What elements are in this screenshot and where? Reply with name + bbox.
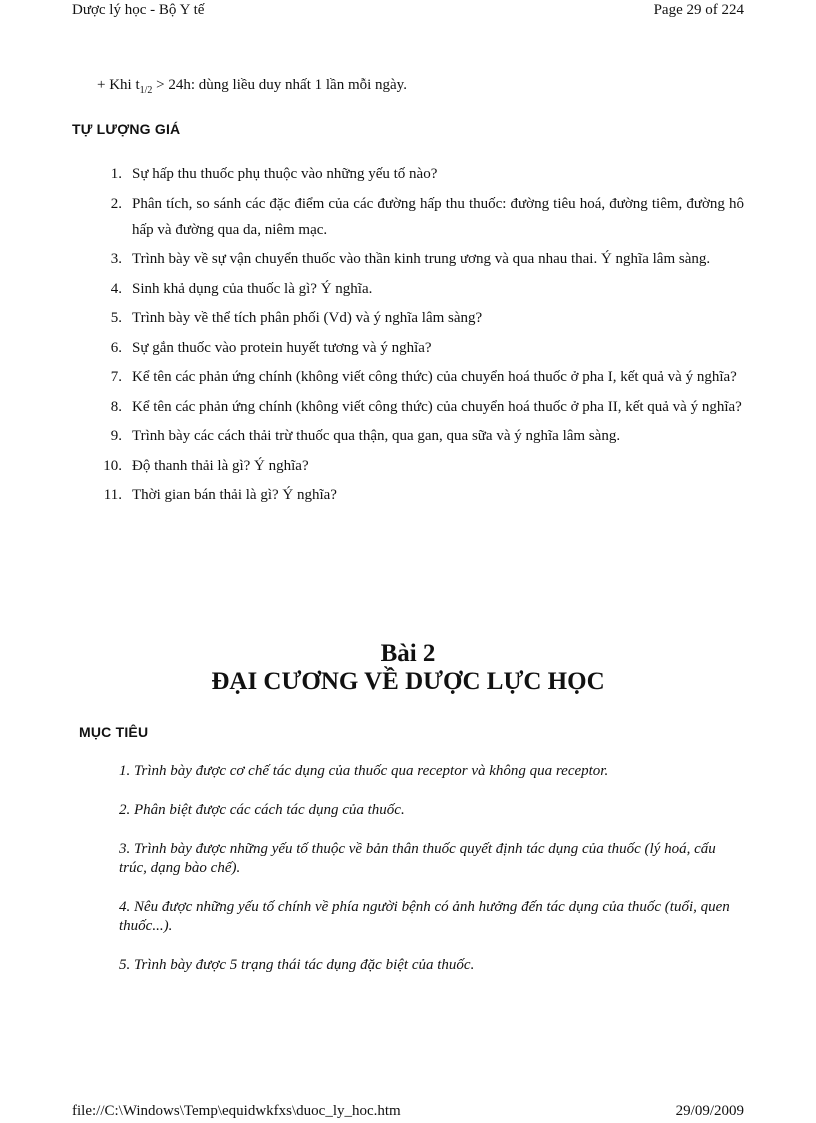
question-text: Sự hấp thu thuốc phụ thuộc vào những yếu tố nào? xyxy=(132,166,438,182)
intro-line xyxy=(97,77,407,96)
self-assessment-heading: TỰ LƯỢNG GIÁ xyxy=(72,121,181,137)
print-date: 29/09/2009 xyxy=(675,1103,744,1119)
question-item xyxy=(96,191,744,243)
question-number: 4. xyxy=(110,280,122,297)
question-item xyxy=(96,246,744,272)
question-number: 11. xyxy=(103,487,122,503)
question-text: Sự gắn thuốc vào protein huyết tương và ý nghĩa? xyxy=(132,339,432,356)
question-text: Độ thanh thải là gì? Ý nghĩa? xyxy=(132,457,309,474)
question-item xyxy=(96,335,744,361)
question-text: Kể tên các phản ứng chính (không viết công thức) của chuyển hoá thuốc ở pha II, kết quả và ý nghĩa? xyxy=(132,398,742,415)
lesson-number: Bài 2 xyxy=(380,640,436,667)
question-number: 1. xyxy=(110,166,122,182)
question-text: Trình bày về thể tích phân phối (Vd) và ý nghĩa lâm sàng? xyxy=(132,310,483,326)
file-path: file://C:\Windows\Temp\equidwkfxs\duoc_ly_hoc.htm xyxy=(72,1103,401,1119)
question-number: 9. xyxy=(110,428,122,444)
intro-suffix: > 24h: dùng liều duy nhất 1 lần mỗi ngày. xyxy=(152,77,407,93)
question-item xyxy=(96,364,744,390)
objective-item: 3. Trình bày được những yếu tố thuộc về bản thân thuốc quyết định tác dụng của thuốc (lý hoá, cấu trúc, dạng bào chế). xyxy=(119,841,716,876)
page-number: Page 29 of 224 xyxy=(653,2,744,18)
question-number: 10. xyxy=(103,457,122,474)
question-item xyxy=(96,423,744,449)
question-number: 6. xyxy=(110,339,122,356)
question-item xyxy=(96,305,744,331)
objectives-list xyxy=(119,762,745,995)
question-text: Trình bày các cách thải trừ thuốc qua thận, qua gan, qua sữa và ý nghĩa lâm sàng. xyxy=(132,428,621,444)
question-text: Thời gian bán thải là gì? Ý nghĩa? xyxy=(132,487,337,503)
header-title: Dược lý học - Bộ Y tế xyxy=(72,2,205,18)
question-number: 5. xyxy=(110,310,122,326)
question-text: Kể tên các phản ứng chính (không viết công thức) của chuyển hoá thuốc ở pha I, kết quả và ý nghĩa? xyxy=(132,369,737,385)
question-item xyxy=(96,161,744,187)
question-number: 8. xyxy=(110,398,122,415)
question-number: 2. xyxy=(110,195,122,212)
lesson-title: ĐẠI CƯƠNG VỀ DƯỢC LỰC HỌC xyxy=(211,668,605,695)
question-text: Sinh khả dụng của thuốc là gì? Ý nghĩa. xyxy=(132,280,373,297)
intro-prefix: + Khi t xyxy=(97,77,140,93)
question-list xyxy=(96,161,744,512)
objective-item: 4. Nêu được những yếu tố chính về phía người bệnh có ảnh hưởng đến tác dụng của thuốc (tuổi, quen thuốc...). xyxy=(119,899,730,934)
intro-subscript: 1/2 xyxy=(139,85,153,96)
question-item xyxy=(96,453,744,479)
question-item xyxy=(96,482,744,508)
objective-item: 5. Trình bày được 5 trạng thái tác dụng đặc biệt của thuốc. xyxy=(119,957,475,973)
objective-item: 2. Phân biệt được các cách tác dụng của thuốc. xyxy=(119,802,405,818)
question-text: Phân tích, so sánh các đặc điểm của các đường hấp thu thuốc: đường tiêu hoá, đường tiêm, đường hô hấp và đường qua da, niêm mạc. xyxy=(132,195,744,238)
question-number: 7. xyxy=(110,369,122,385)
objective-item: 1. Trình bày được cơ chế tác dụng của thuốc qua receptor và không qua receptor. xyxy=(119,763,609,779)
question-number: 3. xyxy=(110,251,122,267)
question-item xyxy=(96,276,744,302)
question-text: Trình bày về sự vận chuyển thuốc vào thần kinh trung ương và qua nhau thai. Ý nghĩa lâm sàng. xyxy=(132,251,711,267)
question-item xyxy=(96,394,744,420)
objectives-heading: MỤC TIÊU xyxy=(79,724,149,740)
